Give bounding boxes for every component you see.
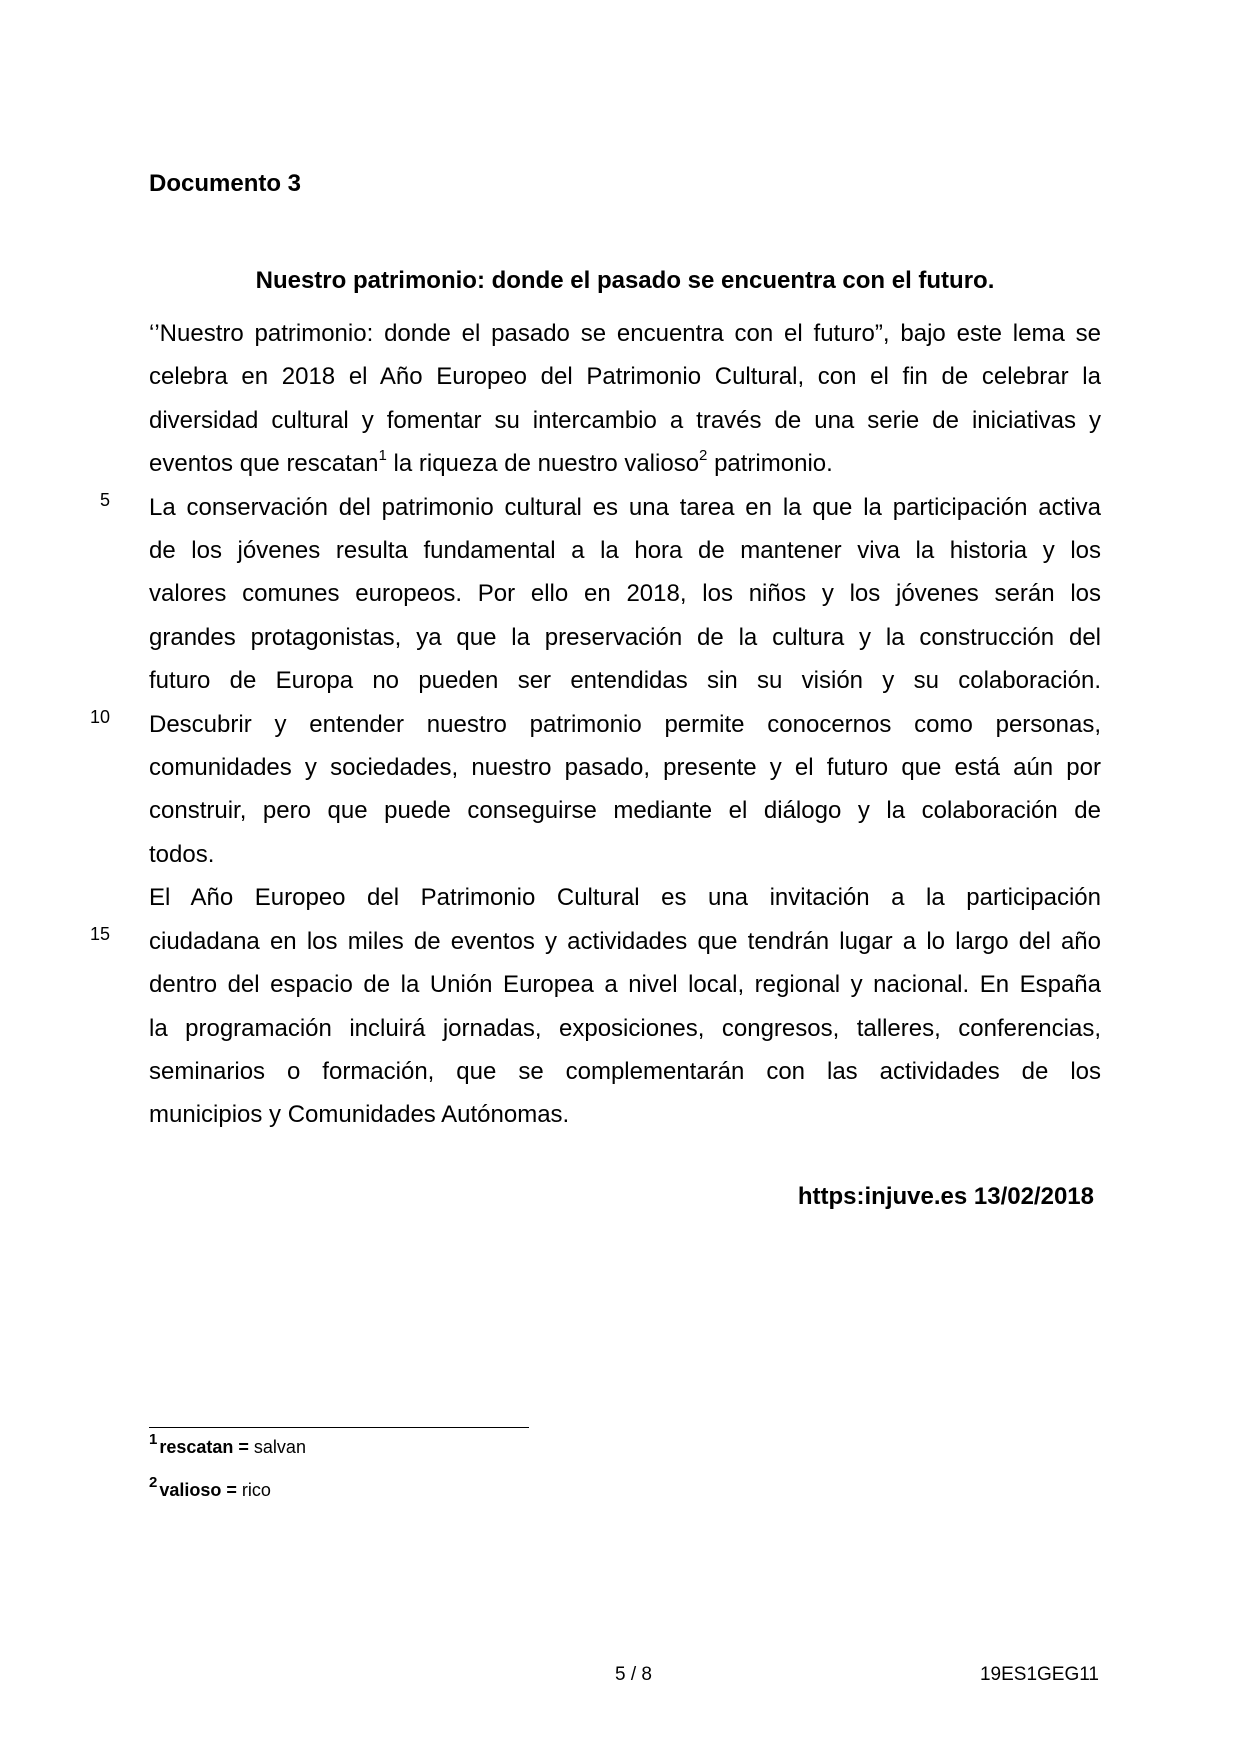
- text-line: dentro del espacio de la Unión Europea a nivel local, regional y nacional. En España: [149, 971, 1101, 999]
- paragraph-1: [149, 312, 1101, 486]
- footnote-mark: 2: [149, 1474, 158, 1491]
- footnote-definition: salvan: [253, 1437, 306, 1457]
- footnote-ref-1: 1: [378, 447, 387, 465]
- text-line: seminarios o formación, que se complementarán con las actividades de los: [149, 1057, 1101, 1085]
- footnote-1: [149, 1431, 306, 1458]
- paragraph-3: [149, 876, 1101, 1136]
- text-segment: patrimonio.: [714, 450, 833, 478]
- paragraph-2: [149, 486, 1101, 877]
- article-body: [149, 312, 1101, 1137]
- footnote-term: rescatan: [159, 1437, 234, 1457]
- text-line: municipios y Comunidades Autónomas.: [149, 1101, 570, 1129]
- text-segment: la riqueza de nuestro valioso: [393, 450, 700, 478]
- text-line: valores comunes europeos. Por ello en 2018, los niños y los jóvenes serán los: [149, 580, 1101, 608]
- text-line: comunidades y sociedades, nuestro pasado, presente y el futuro que está aún por: [149, 754, 1101, 782]
- text-line: todos.: [149, 840, 215, 868]
- text-line: Descubrir y entender nuestro patrimonio permite conocernos como personas,: [149, 710, 1101, 738]
- text-line: El Año Europeo del Patrimonio Cultural es una invitación a la participación: [149, 884, 1101, 912]
- page-number: 5 / 8: [615, 1664, 652, 1685]
- text-line: celebra en 2018 el Año Europeo del Patrimonio Cultural, con el fin de celebrar la: [149, 363, 1101, 391]
- footnote-term: valioso: [159, 1480, 222, 1500]
- text-segment: eventos que rescatan: [149, 450, 379, 478]
- line-number-10: 10: [89, 707, 110, 727]
- text-line: construir, pero que puede conseguirse mediante el diálogo y la colaboración de: [149, 797, 1101, 825]
- document-code: 19ES1GEG11: [979, 1664, 1099, 1685]
- footnote-equals: =: [233, 1437, 254, 1457]
- text-line: diversidad cultural y fomentar su intercambio a través de una serie de iniciativas y: [149, 406, 1101, 434]
- text-line: La conservación del patrimonio cultural es una tarea en la que la participación activa: [149, 493, 1101, 521]
- line-number-15: 15: [89, 924, 110, 944]
- footnote-equals: =: [221, 1480, 242, 1500]
- document-label: Documento 3: [149, 170, 302, 197]
- text-line: ciudadana en los miles de eventos y actividades que tendrán lugar a lo largo del año: [149, 927, 1101, 955]
- footnote-mark: 1: [149, 1431, 158, 1448]
- text-line: futuro de Europa no pueden ser entendidas sin su visión y su colaboración.: [149, 667, 1101, 695]
- footnote-ref-2: 2: [699, 447, 708, 465]
- article-title: Nuestro patrimonio: donde el pasado se encuentra con el futuro.: [255, 267, 995, 294]
- text-line: de los jóvenes resulta fundamental a la hora de mantener viva la historia y los: [149, 537, 1101, 565]
- text-line: ‘’Nuestro patrimonio: donde el pasado se encuentra con el futuro”, bajo este lema se: [149, 320, 1101, 347]
- footnote-2: [149, 1474, 271, 1501]
- text-line: [149, 442, 1101, 485]
- text-line: grandes protagonistas, ya que la preservación de la cultura y la construcción del: [149, 623, 1101, 651]
- footnote-divider: [149, 1427, 529, 1428]
- text-line: la programación incluirá jornadas, exposiciones, congresos, talleres, conferencias,: [149, 1014, 1101, 1042]
- footnote-definition: rico: [241, 1480, 271, 1500]
- line-number-5: 5: [99, 490, 110, 510]
- source-citation: https:injuve.es 13/02/2018: [797, 1183, 1094, 1210]
